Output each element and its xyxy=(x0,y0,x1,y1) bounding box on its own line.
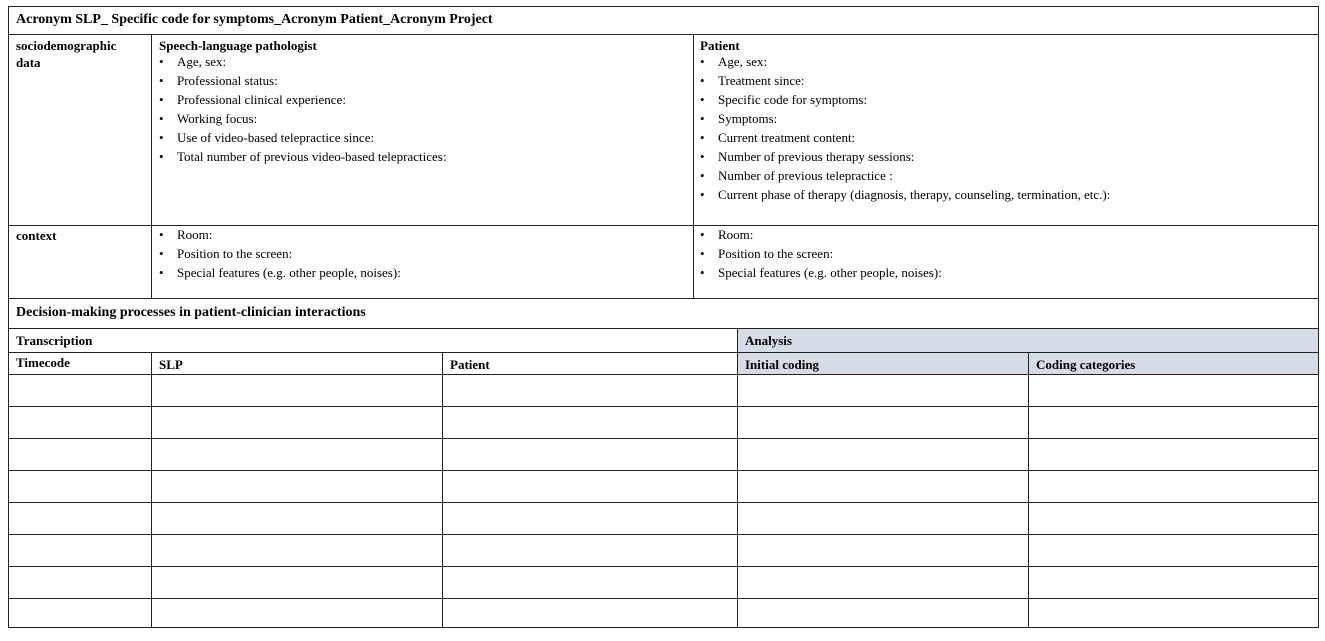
list-item: • Special features (e.g. other people, noises): xyxy=(157,263,401,282)
analysis-heading: Analysis xyxy=(745,333,792,348)
list-item: • Number of previous therapy sessions: xyxy=(698,147,1110,166)
patient-sociodemographic-list xyxy=(698,52,1110,204)
list-item: • Age, sex: xyxy=(698,52,1110,71)
column-header-slp: SLP xyxy=(159,357,183,372)
list-item: • Symptoms: xyxy=(698,109,1110,128)
list-item: • Current phase of therapy (diagnosis, therapy, counseling, termination, etc.): xyxy=(698,185,1110,204)
sociodemographic-label: sociodemographic xyxy=(16,38,117,53)
context-label: context xyxy=(16,228,57,243)
form-title: Acronym SLP_ Specific code for symptoms_Acronym Patient_Acronym Project xyxy=(16,12,493,27)
patient-heading: Patient xyxy=(700,38,740,53)
rule-row-1 xyxy=(8,406,1319,407)
rule-row-7 xyxy=(8,598,1319,599)
rule-under-transcription xyxy=(8,352,1319,353)
rule-slp-patient-divider xyxy=(693,34,694,298)
decision-making-heading: Decision-making processes in patient-clinician interactions xyxy=(16,305,366,320)
slp-sociodemographic-list xyxy=(157,52,446,166)
list-item: • Total number of previous video-based telepractices: xyxy=(157,147,446,166)
patient-context-list xyxy=(698,225,942,282)
rule-row-6 xyxy=(8,566,1319,567)
rule-left xyxy=(8,6,9,628)
list-item: • Room: xyxy=(157,225,401,244)
list-item: • Position to the screen: xyxy=(157,244,401,263)
slp-heading: Speech-language pathologist xyxy=(159,38,317,53)
list-item: • Room: xyxy=(698,225,942,244)
rule-initial-coding-categories xyxy=(1028,352,1029,628)
list-item: • Treatment since: xyxy=(698,71,1110,90)
rule-right xyxy=(1318,6,1319,628)
rule-under-title xyxy=(8,34,1319,35)
sociodemographic-label-line2: data xyxy=(16,55,41,70)
slp-context-list xyxy=(157,225,401,282)
list-item: • Working focus: xyxy=(157,109,446,128)
rule-under-decision xyxy=(8,328,1319,329)
rule-under-context xyxy=(8,298,1319,299)
column-header-coding-categories: Coding categories xyxy=(1036,357,1136,372)
list-item: • Position to the screen: xyxy=(698,244,942,263)
rule-timecode-slp xyxy=(151,352,152,628)
column-header-timecode: Timecode xyxy=(16,355,70,370)
rule-under-columns xyxy=(8,374,1319,375)
list-item: • Current treatment content: xyxy=(698,128,1110,147)
list-item: • Professional status: xyxy=(157,71,446,90)
list-item: • Special features (e.g. other people, noises): xyxy=(698,263,942,282)
list-item: • Specific code for symptoms: xyxy=(698,90,1110,109)
column-header-initial-coding: Initial coding xyxy=(745,357,820,372)
transcription-form xyxy=(8,6,1319,628)
transcription-heading: Transcription xyxy=(16,333,93,348)
list-item: • Number of previous telepractice : xyxy=(698,166,1110,185)
rule-transcription-analysis xyxy=(737,328,738,628)
rule-slp-patient xyxy=(442,352,443,628)
rule-row-3 xyxy=(8,470,1319,471)
rule-row-5 xyxy=(8,534,1319,535)
list-item: • Professional clinical experience: xyxy=(157,90,446,109)
rule-row-2 xyxy=(8,438,1319,439)
rule-label-column xyxy=(151,34,152,298)
list-item: • Use of video-based telepractice since: xyxy=(157,128,446,147)
column-header-patient: Patient xyxy=(450,357,490,372)
rule-bottom xyxy=(8,627,1319,628)
list-item: • Age, sex: xyxy=(157,52,446,71)
rule-row-4 xyxy=(8,502,1319,503)
rule-top xyxy=(8,6,1319,7)
